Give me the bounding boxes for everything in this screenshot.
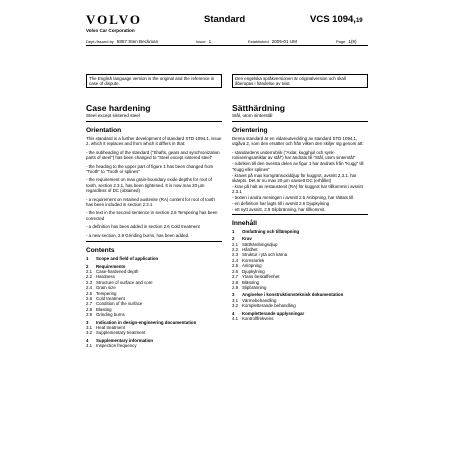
toc-row <box>232 316 368 321</box>
change-list <box>232 150 368 213</box>
list-item: - a new section, 2.9 Grinding burns, has been added. <box>86 232 190 238</box>
toc-row <box>86 343 222 348</box>
toc-title: Kontrollfrekvens <box>242 315 274 321</box>
list-item: - the heading to the upper part of figure 1 has been changed from "Tooth" to "Tooth or splines" <box>86 163 214 175</box>
toc-number: 2.3 <box>232 252 239 258</box>
toc-title: Requirements <box>96 263 126 269</box>
toc-title: Cold treatment <box>96 295 125 301</box>
toc-number: 3.1 <box>86 324 93 330</box>
toc-number: 2.5 <box>232 263 239 269</box>
orientation-heading: Orientering <box>232 127 268 134</box>
toc-number: 2.4 <box>86 285 93 291</box>
swedish-column <box>232 104 368 321</box>
toc-number: 2.4 <box>232 257 239 263</box>
toc-number: 4.1 <box>86 343 93 349</box>
toc-title: Kompletterande behandling <box>242 303 296 309</box>
doc-number: VCS 1094,19 <box>310 14 363 25</box>
list-item: - rubriken till den översta delen av figur 1 har ändrats från "Kugg" till "Kugg eller splines" <box>232 161 364 172</box>
toc-title: Supplementary information <box>96 337 154 343</box>
section-rule <box>86 241 222 242</box>
toc-row <box>232 303 368 308</box>
toc-title: Blasting <box>96 306 112 312</box>
toc-number: 2.7 <box>86 301 93 307</box>
toc-number: 2.1 <box>86 268 93 274</box>
toc-title: Värmebehandling <box>242 297 277 303</box>
orientation-intro: This standard is a further development of standard STD 1094,1, issue 2, which it replaces and from which it differs in that: <box>86 136 222 147</box>
english-note: The English language version is the original and the reference in case of dispute. <box>86 74 222 88</box>
toc-row <box>232 285 368 290</box>
toc-title: Angivelse i konstruktionsteknisk dokumentation <box>242 292 344 298</box>
toc-number: 2.8 <box>86 306 93 312</box>
toc-title: Djupkylning <box>242 268 265 274</box>
issue-meta: Issue 1 <box>196 39 212 44</box>
toc-row <box>86 256 222 261</box>
toc-number: 2.9 <box>232 284 239 290</box>
list-item: - the requirement on max grain-boundary oxide depths for root of tooth, section 2.3.1, has been tightened. It is now max 20 μm regardless of DC (obtained) <box>86 177 212 194</box>
toc-title: Condition of the surface <box>96 301 143 307</box>
toc-number: 1 <box>232 228 235 234</box>
toc-title: Kornstorlek <box>242 257 265 263</box>
list-item: - krav på halt av restaustenit (RA) för kuggrot har tillkommit i avsnitt 2.3.1 <box>232 184 363 195</box>
list-item: - a definition has been added in section 2.6 Cold treatment <box>86 224 200 230</box>
contents-heading: Innehåll <box>232 219 257 227</box>
toc-row <box>232 229 368 234</box>
toc-title: Tempering <box>96 290 117 296</box>
list-item: - standardens underrubrik ("Axlar, kugghjul och synk-roniseringsartiklar av stål") har ändrats till "Stål, utom sinterstål" <box>232 149 356 161</box>
toc-row <box>86 330 222 335</box>
toc-number: 3.2 <box>86 330 93 336</box>
toc-number: 2 <box>86 263 89 269</box>
toc-number: 1 <box>86 256 89 262</box>
list-item: - texten i andra meningen i avsnitt 2.5 Anlöpning, har rättats till <box>232 195 354 201</box>
toc-number: 2.3 <box>86 279 93 285</box>
header-rule <box>86 45 368 46</box>
page-meta: Page 1(9) <box>336 39 357 44</box>
established-meta: Established 2005-01 UM <box>248 39 297 44</box>
toc-number: 3.2 <box>232 303 239 309</box>
toc-number: 2.2 <box>86 274 93 280</box>
list-item: - ett nytt avsnitt, 2.9 Slipbränning, har tillkommit. <box>232 207 326 213</box>
change-list <box>86 150 222 238</box>
toc-title: Anlöpning <box>242 263 262 269</box>
toc-title: Case-hardened depth <box>96 268 139 274</box>
toc-number: 2.1 <box>232 241 239 247</box>
toc-number: 2.9 <box>86 312 93 318</box>
toc-title: Slipbränning <box>242 284 267 290</box>
toc-title: Blästring <box>242 279 260 285</box>
toc-title: Omfattning och tillämpning <box>242 228 300 234</box>
table-of-contents <box>232 229 368 322</box>
list-item: - the subheading of the standard ("Shafts, gears and synchronization parts of steel") has been changed to "Steel except sintered steel" <box>86 149 220 161</box>
toc-title: Ytans beskaffenhet <box>242 274 280 280</box>
toc-title: Heat treatment <box>96 324 126 330</box>
toc-number: 2.2 <box>232 247 239 253</box>
swedish-note: Den engelska språkversionen är originalversion och skall åberopas i händelse av tvist. <box>232 74 368 88</box>
toc-title: Hårdhet <box>242 247 258 253</box>
toc-row <box>86 312 222 317</box>
orientation-intro: Denna standard är en vidareutveckling av standard STD 1094,1, utgåva 2, som den ersätter och från vilken den skiljer sig genom att: <box>232 136 364 147</box>
toc-number: 2.5 <box>86 290 93 296</box>
toc-title: Sätthärdningsdjup <box>242 241 278 247</box>
toc-title: Grain size <box>96 285 116 291</box>
toc-title: Indication in design-engineering documentation <box>96 319 197 325</box>
toc-title: Grinding burns <box>96 312 125 318</box>
toc-number: 3.1 <box>232 297 239 303</box>
toc-title: Struktur i yta och kärna <box>242 252 288 258</box>
toc-number: 3 <box>86 319 89 325</box>
section-rule <box>86 121 222 122</box>
list-item: - a requirement on retained austenite (RA) content for root of tooth has been included in section 2.3.1 <box>86 196 215 208</box>
toc-title: Structure of surface and core <box>96 279 153 285</box>
toc-number: 4 <box>86 337 89 343</box>
table-of-contents <box>86 256 222 349</box>
toc-number: 2.7 <box>232 274 239 280</box>
english-column <box>86 104 222 349</box>
toc-number: 2.6 <box>86 295 93 301</box>
title: Case hardening <box>86 103 151 113</box>
list-item: - the text in the second sentence in section 2.5 Tempering has been corrected <box>86 210 218 221</box>
toc-number: 2 <box>232 236 235 242</box>
subtitle: Steel except sintered steel <box>86 113 140 118</box>
toc-title: Supplementary treatment <box>96 330 146 336</box>
toc-title: Hardness <box>96 274 115 280</box>
toc-number: 4.1 <box>232 315 239 321</box>
toc-number: 4 <box>232 310 235 316</box>
subtitle: Stål, utom sinterstål <box>232 113 273 118</box>
toc-number: 3 <box>232 292 235 298</box>
toc-title: Scope and field of application <box>96 256 159 262</box>
toc-title: Krav <box>242 236 252 242</box>
section-rule <box>232 214 368 215</box>
contents-heading: Contents <box>86 247 115 255</box>
toc-number: 2.8 <box>232 279 239 285</box>
orientation-heading: Orientation <box>86 127 122 134</box>
volvo-logo: VOLVO <box>86 12 142 27</box>
list-item: - en definition har lagts till i avsnitt 2.6 Djupkylning <box>232 201 330 207</box>
section-rule <box>232 121 368 122</box>
dept-meta: Dept./Issued by 5857 Sten Beckman <box>86 39 159 44</box>
standard-label: Standard <box>204 14 246 25</box>
title: Sätthärdning <box>232 103 285 113</box>
toc-title: Inspection frequency <box>96 343 137 349</box>
toc-number: 2.6 <box>232 268 239 274</box>
corporation-name: Volvo Car Corporation <box>86 28 135 33</box>
list-item: - kravet på max korngränsoxiddjup för kuggrot, avsnitt 2.3.1, har skärpts. Det är nu max 20 μm oavsett DC (erhållet) <box>232 172 357 184</box>
toc-title: Kompletterande upplysningar <box>242 310 305 316</box>
